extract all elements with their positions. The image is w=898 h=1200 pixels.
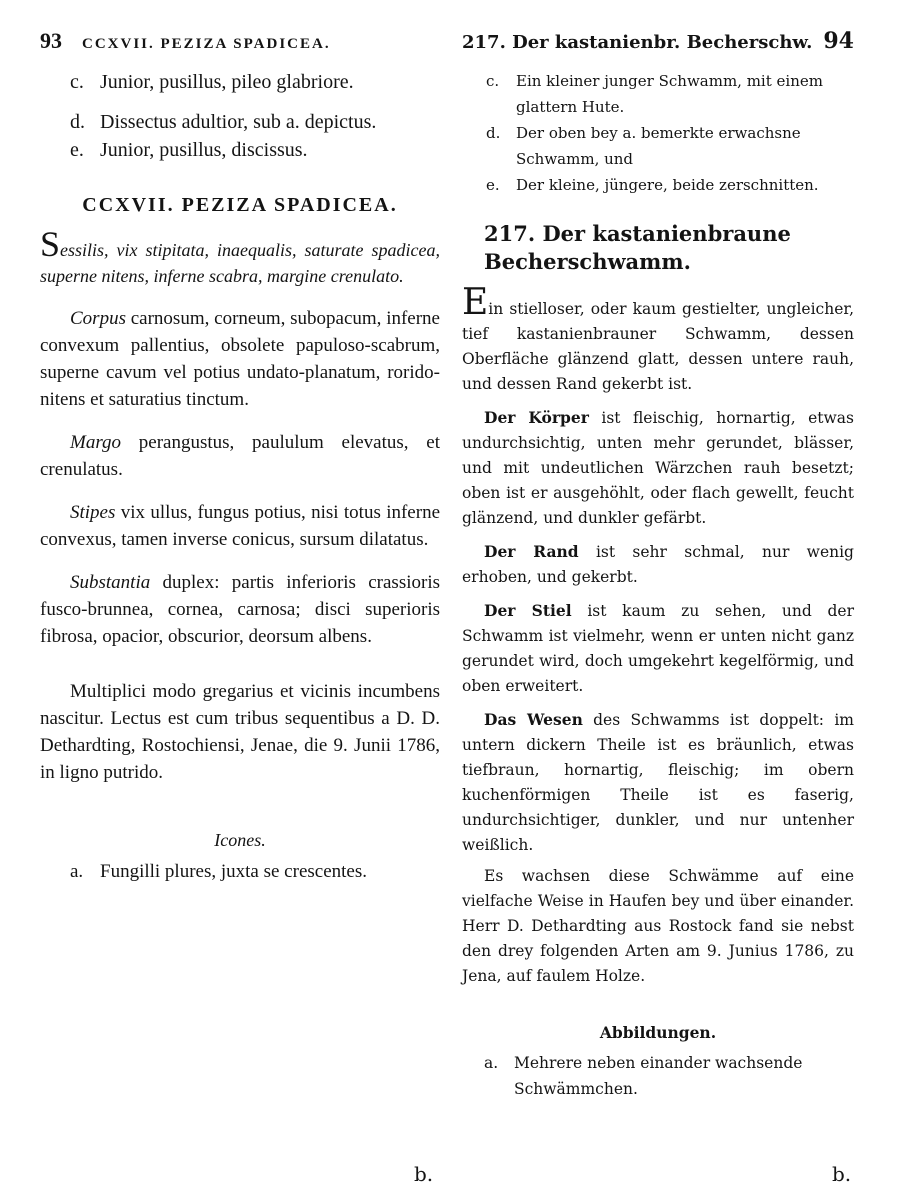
right-paragraph-stiel <box>462 598 854 699</box>
paragraph-text: ist fleischig, hornartig, etwas undurchsichtig, unten mehr gerundet, blässer, und mit undeutlichen Wärzchen rauh besetzt; oben ist er ausgehöhlt, oder flach gewellt, feucht glänzend, und dunkler gefärbt. <box>462 409 855 527</box>
plate-text: Junior, pusillus, discissus. <box>100 139 308 161</box>
left-paragraph-substantia <box>40 569 440 650</box>
right-icones-title: Abbildungen. <box>599 1023 717 1042</box>
plate-label: e. <box>486 176 500 194</box>
left-diagnosis-text: essilis, vix stipitata, inaequalis, saturate spadicea, superne nitens, inferne scabra, margine crenulato. <box>40 240 440 286</box>
plate-item-e <box>462 172 854 198</box>
left-paragraph-stipes <box>40 499 440 553</box>
paragraph-lead: Substantia <box>70 572 151 593</box>
plate-text: Der kleine, jüngere, beide zerschnitten. <box>516 176 819 194</box>
icones-label: a. <box>484 1054 499 1072</box>
paragraph-lead: Der Rand <box>484 542 579 561</box>
paragraph-text: ist sehr schmal, nur wenig erhoben, und gekerbt. <box>462 543 854 586</box>
left-page-header <box>40 28 440 68</box>
right-page-number: 94 <box>823 28 854 54</box>
left-drop-cap: S <box>40 224 61 264</box>
left-icones-title: Icones. <box>214 830 266 850</box>
right-icones-item-a <box>462 1050 854 1102</box>
left-running-head: CCXVII. PEZIZA SPADICEA. <box>82 36 331 52</box>
icones-text: Fungilli plures, juxta se crescentes. <box>100 861 367 882</box>
left-catchword: b. <box>414 1162 434 1186</box>
plate-text: Der oben bey a. bemerkte erwachsne Schwamm, und <box>516 124 801 168</box>
plate-item-c <box>40 68 440 96</box>
plate-item-d <box>40 108 440 136</box>
right-diagnosis-text: in stielloser, oder kaum gestielter, ungleicher, tief kastanienbrauner Schwamm, dessen Oberfläche glänzend glatt, dessen untere rauh, und dessen Rand gekerbt ist. <box>462 300 854 393</box>
left-paragraph-corpus <box>40 305 440 413</box>
plate-text: Dissectus adultior, sub a. depictus. <box>100 111 377 133</box>
left-page-latin <box>40 28 440 885</box>
plate-label: d. <box>486 124 501 142</box>
plate-label: d. <box>70 111 85 133</box>
right-drop-cap: E <box>462 282 489 323</box>
paragraph-lead: Stipes <box>70 502 116 523</box>
right-paragraph-koerper <box>462 405 854 531</box>
plate-text: Junior, pusillus, pileo glabriore. <box>100 71 354 93</box>
plate-item-c <box>462 68 854 120</box>
right-previous-plate-list <box>462 68 854 198</box>
paragraph-lead: Corpus <box>70 308 126 329</box>
right-paragraph-rand <box>462 539 854 590</box>
left-page-number: 93 <box>40 28 62 53</box>
plate-label: e. <box>70 139 84 161</box>
paragraph-text: vix ullus, fungus potius, nisi totus inferne convexus, tamen inverse conicus, sursum dilatatus. <box>40 502 440 550</box>
plate-label: c. <box>486 72 500 90</box>
paragraph-text: perangustus, paululum elevatus, et crenulatus. <box>40 432 440 480</box>
paragraph-lead: Margo <box>70 432 122 453</box>
paragraph-lead: Der Körper <box>484 408 589 427</box>
right-page-german <box>462 28 854 1102</box>
right-diagnosis <box>462 282 854 397</box>
left-habitat-paragraph: Multiplici modo gregarius et vicinis incumbens nascitur. Lectus est cum tribus sequentibus a D. D. Dethardting, Rostochiensi, Jenae, die 9. Junii 1786, in ligno putrido. <box>40 681 440 783</box>
paragraph-lead: Der Stiel <box>484 601 572 620</box>
paragraph-text: duplex: partis inferioris crassioris fusco-brunnea, cornea, carnosa; disci superioris fibrosa, opacior, obscurior, deorsum albens. <box>40 572 440 647</box>
plate-text: Ein kleiner junger Schwamm, mit einem glattern Hute. <box>516 72 823 116</box>
icones-text: Mehrere neben einander wachsende Schwämmchen. <box>514 1054 803 1098</box>
left-diagnosis <box>40 224 440 289</box>
plate-item-e <box>40 136 440 164</box>
paragraph-lead: Das Wesen <box>484 710 583 729</box>
icones-label: a. <box>70 861 84 882</box>
right-paragraph-wesen <box>462 707 854 858</box>
left-icones-item-a <box>40 859 440 885</box>
left-previous-plate-list <box>40 68 440 164</box>
plate-item-d <box>462 120 854 172</box>
paragraph-text: des Schwamms ist doppelt: im untern dickern Theile ist es bräunlich, etwas tiefbraun, hornartig, fleischig; im obern kuchenförmigen Theile ist es faserig, undurchsichtiger, dunkler, und nur untenher weißlich. <box>462 711 854 854</box>
right-section-title: 217. Der kastanienbraune Becherschwamm. <box>484 221 791 274</box>
left-section-title: CCXVII. PEZIZA SPADICEA. <box>82 194 398 216</box>
left-paragraph-margo <box>40 429 440 483</box>
right-habitat-paragraph: Es wachsen diese Schwämme auf eine vielfache Weise in Haufen bey und über einander. Herr D. Dethardting aus Rostock fand sie nebst den drey folgenden Arten am 9. Junius 1786, zu Jena, auf faulem Holze. <box>462 867 854 985</box>
right-catchword: b. <box>832 1162 852 1186</box>
plate-label: c. <box>70 71 84 93</box>
paragraph-text: ist kaum zu sehen, und der Schwamm ist vielmehr, wenn er unten nicht ganz gerundet wird, doch umgekehrt kegelförmig, und oben erweitert. <box>462 602 855 695</box>
right-page-header <box>462 28 854 68</box>
paragraph-text: carnosum, corneum, subopacum, inferne convexum pallentius, obsolete papuloso-scabrum, superne cavum vel potius undato-planatum, rorido-nitens et saturatius tinctum. <box>40 308 440 410</box>
right-running-head: 217. Der kastanienbr. Becherschw. <box>462 32 813 53</box>
